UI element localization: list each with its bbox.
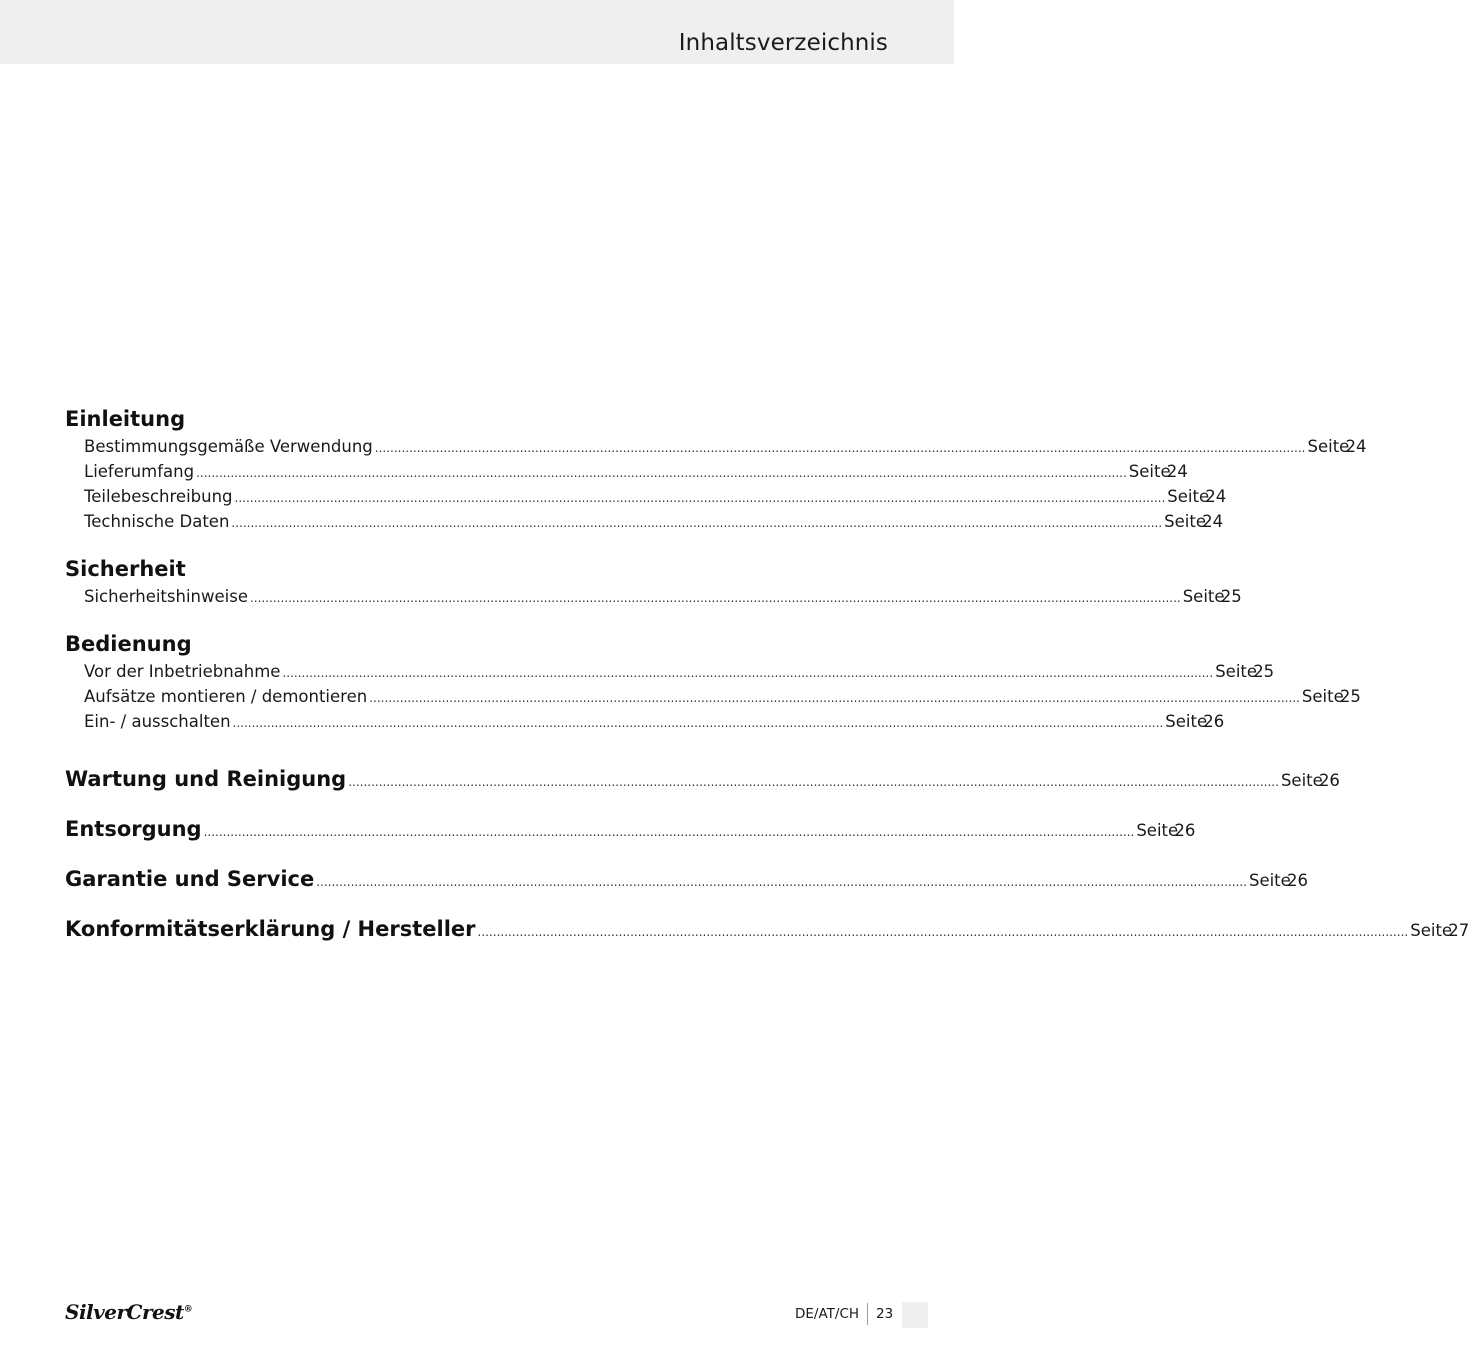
dot-leader: .................................................................................................................................................................................................................................................... bbox=[203, 825, 1135, 839]
brand-name: SilverCrest bbox=[65, 1300, 184, 1324]
page-number: 24 bbox=[1205, 487, 1227, 506]
page-number: 26 bbox=[1318, 771, 1340, 790]
toc-entry[interactable] bbox=[65, 709, 1225, 734]
toc-entry[interactable] bbox=[65, 434, 1367, 459]
dot-leader: .................................................................................................................................................................................................................................................... bbox=[196, 466, 1127, 480]
seite-label: Seite bbox=[1167, 487, 1210, 506]
entry-label: Vor der Inbetriebnahme bbox=[84, 662, 281, 681]
section-title: Einleitung bbox=[65, 407, 186, 431]
seite-label: Seite bbox=[1128, 462, 1171, 481]
entry-label: Technische Daten bbox=[84, 512, 230, 531]
toc-entry[interactable] bbox=[65, 659, 1275, 684]
entry-label: Konformitätserklärung / Hersteller bbox=[65, 917, 476, 941]
dot-leader: .................................................................................................................................................................................................................................................... bbox=[374, 441, 1306, 455]
entry-label: Entsorgung bbox=[65, 817, 202, 841]
toc-entry[interactable] bbox=[65, 459, 1188, 484]
seite-label: Seite bbox=[1410, 921, 1453, 940]
dot-leader: .................................................................................................................................................................................................................................................... bbox=[369, 691, 1300, 705]
dot-leader: .................................................................................................................................................................................................................................................... bbox=[348, 775, 1279, 789]
page-number: 26 bbox=[1286, 871, 1308, 890]
dot-leader: .................................................................................................................................................................................................................................................... bbox=[234, 491, 1166, 505]
seite-label: Seite bbox=[1164, 512, 1206, 531]
toc-entry[interactable] bbox=[65, 509, 1224, 534]
entry-label: Lieferumfang bbox=[84, 462, 195, 481]
page-number: 24 bbox=[1166, 462, 1188, 481]
footer-divider bbox=[867, 1303, 868, 1325]
page-number: 25 bbox=[1220, 587, 1242, 606]
section-title: Bedienung bbox=[65, 632, 192, 656]
page-number-footer: 23 bbox=[876, 1306, 894, 1322]
locale-label: DE/AT/CH bbox=[795, 1306, 860, 1322]
footer-corner-box bbox=[902, 1302, 928, 1328]
dot-leader: .................................................................................................................................................................................................................................................... bbox=[249, 591, 1181, 605]
page-number: 26 bbox=[1203, 712, 1225, 731]
toc-main-entry-entsorgung[interactable] bbox=[65, 804, 1196, 854]
entry-label: Wartung und Reinigung bbox=[65, 767, 347, 791]
page-number: 25 bbox=[1339, 687, 1361, 706]
toc-section-sicherheit bbox=[65, 554, 1242, 609]
table-of-contents bbox=[65, 404, 1469, 954]
seite-label: Seite bbox=[1301, 687, 1344, 706]
page-title: Inhaltsverzeichnis bbox=[678, 30, 888, 56]
registered-mark: ® bbox=[183, 1304, 193, 1315]
page-number: 27 bbox=[1448, 921, 1469, 940]
toc-main-entry-konformitaet[interactable] bbox=[65, 904, 1469, 954]
toc-entry[interactable] bbox=[65, 584, 1242, 609]
seite-label: Seite bbox=[1248, 871, 1291, 890]
seite-label: Seite bbox=[1182, 587, 1225, 606]
seite-label: Seite bbox=[1136, 821, 1179, 840]
page-number: 24 bbox=[1202, 512, 1224, 531]
entry-label: Sicherheitshinweise bbox=[84, 587, 248, 606]
entry-label: Bestimmungsgemäße Verwendung bbox=[84, 437, 373, 456]
page-number: 24 bbox=[1345, 437, 1367, 456]
toc-section-einleitung bbox=[65, 404, 1367, 534]
toc-entry[interactable] bbox=[65, 484, 1227, 509]
dot-leader: .................................................................................................................................................................................................................................................... bbox=[231, 516, 1163, 530]
toc-entry[interactable] bbox=[65, 684, 1361, 709]
seite-label: Seite bbox=[1280, 771, 1323, 790]
dot-leader: .................................................................................................................................................................................................................................................... bbox=[316, 875, 1247, 889]
page-number: 25 bbox=[1253, 662, 1275, 681]
seite-label: Seite bbox=[1165, 712, 1208, 731]
entry-label: Teilebeschreibung bbox=[84, 487, 233, 506]
seite-label: Seite bbox=[1307, 437, 1350, 456]
toc-section-bedienung bbox=[65, 629, 1361, 734]
dot-leader: .................................................................................................................................................................................................................................................... bbox=[232, 716, 1164, 730]
entry-label: Ein- / ausschalten bbox=[84, 712, 231, 731]
toc-main-entry-wartung[interactable] bbox=[65, 754, 1340, 804]
section-title: Sicherheit bbox=[65, 557, 186, 581]
page-number: 26 bbox=[1174, 821, 1196, 840]
toc-main-entry-garantie[interactable] bbox=[65, 854, 1308, 904]
dot-leader: .................................................................................................................................................................................................................................................... bbox=[477, 925, 1409, 939]
dot-leader: .................................................................................................................................................................................................................................................... bbox=[282, 666, 1214, 680]
brand-logo bbox=[65, 1300, 192, 1324]
seite-label: Seite bbox=[1215, 662, 1258, 681]
entry-label: Garantie und Service bbox=[65, 867, 315, 891]
entry-label: Aufsätze montieren / demontieren bbox=[84, 687, 368, 706]
